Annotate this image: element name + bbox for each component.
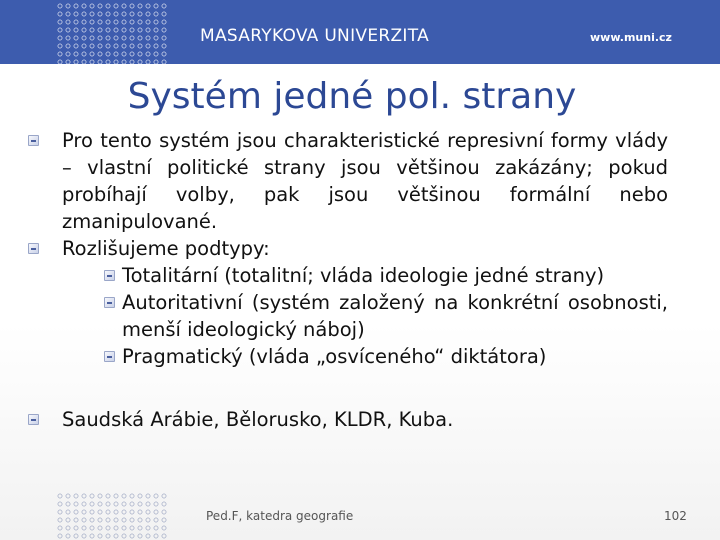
- footer-text: Ped.F, katedra geografie: [206, 509, 354, 523]
- bullet-text: Rozlišujeme podtypy:: [62, 237, 270, 260]
- bullet-icon: [28, 243, 39, 254]
- header-bar: [0, 0, 720, 64]
- subbullet-item: [122, 343, 668, 370]
- subbullet-item: [122, 289, 668, 343]
- bullet-icon: [28, 135, 39, 146]
- subbullet-text: Pragmatický (vláda „osvíceného“ diktátora): [122, 345, 547, 368]
- subbullet-item: [122, 262, 668, 289]
- bullet-text: Saudská Arábie, Bělorusko, KLDR, Kuba.: [62, 408, 454, 431]
- dot-pattern-decoration: [56, 2, 168, 76]
- bullet-icon: [28, 414, 39, 425]
- bullet-item: [62, 406, 668, 433]
- page-number: 102: [664, 509, 687, 523]
- bullet-text: Pro tento systém jsou charakteristické represivní formy vlády – vlastní politické strany jsou většinou zakázány; pokud probíhají volby, pak jsou většinou formální nebo zmanipulované.: [62, 129, 668, 233]
- spacer: [62, 370, 668, 406]
- subbullet-text: Totalitární (totalitní; vláda ideologie jedné strany): [122, 264, 605, 287]
- subbullet-text: Autoritativní (systém založený na konkrétní osobnosti, menší ideologický náboj): [122, 291, 668, 341]
- footer-dot-pattern-decoration: [56, 492, 168, 540]
- bullet-icon: [104, 297, 115, 308]
- university-brand: MASARYKOVA UNIVERZITA: [200, 26, 430, 46]
- slide-content: [62, 127, 668, 433]
- bullet-item: [62, 235, 668, 262]
- slide-title: Systém jedné pol. strany: [127, 76, 577, 117]
- bullet-icon: [104, 270, 115, 281]
- university-url: www.muni.cz: [590, 31, 672, 44]
- bullet-icon: [104, 351, 115, 362]
- bullet-item: [62, 127, 668, 235]
